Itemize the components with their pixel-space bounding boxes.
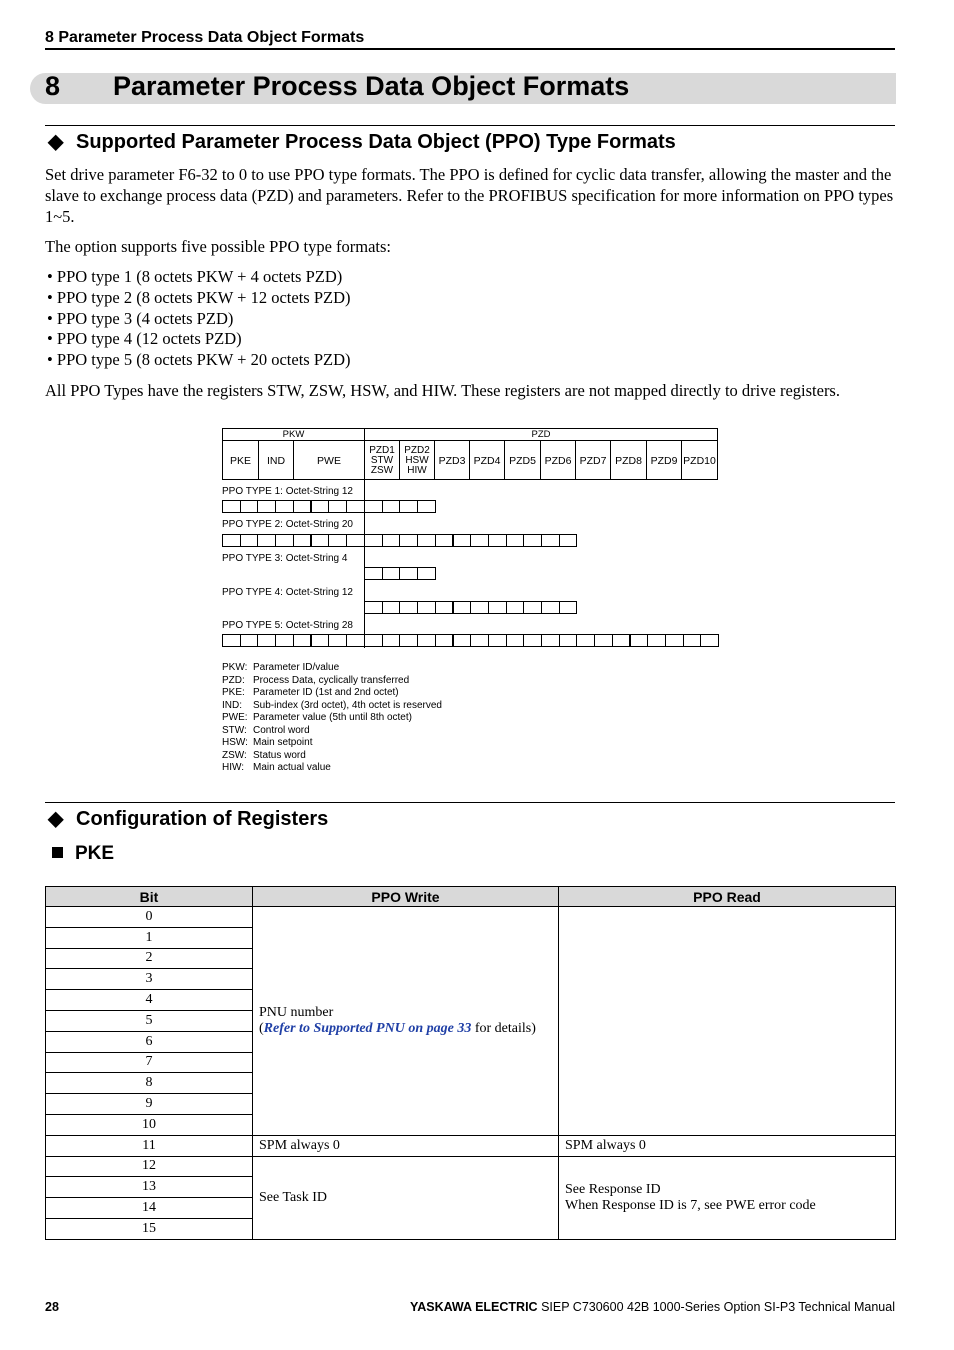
octet-box	[240, 534, 259, 547]
octet-box	[240, 500, 259, 513]
subheading-text: PKE	[75, 843, 115, 864]
bit-cell: 7	[46, 1052, 253, 1073]
pzd6-label: PZD6	[544, 455, 572, 467]
response-line-2: When Response ID is 7, see PWE error code	[565, 1197, 816, 1213]
octet-box	[222, 534, 241, 547]
octet-box	[700, 634, 719, 647]
list-item: • PPO type 2 (8 octets PKW + 12 octets PZD)	[47, 287, 351, 307]
octet-box	[523, 634, 542, 647]
octet-box	[453, 601, 472, 614]
intro-paragraph: Set drive parameter F6-32 to 0 to use PPO type formats. The PPO is defined for cyclic data transfer, allowing the master and the slave to exchange process data (PZD) and parameters. Refer to the PROFIBUS specification for more information on PPO types 1~5.	[45, 165, 894, 226]
pzd8-label: PZD8	[615, 455, 642, 467]
column-header-ppo-read: PPO Read	[559, 887, 896, 907]
octet-box	[257, 634, 276, 647]
pzd4-label: PZD4	[473, 455, 501, 467]
table-header-row	[46, 887, 896, 907]
ppo-read-spm-cell: SPM always 0	[559, 1135, 896, 1156]
table-row	[46, 1156, 896, 1177]
page-number: 28	[45, 1300, 59, 1314]
ppo-type-5-label: PPO TYPE 5: Octet-String 28	[222, 620, 353, 631]
ppo-write-task-cell: See Task ID	[253, 1156, 559, 1239]
chapter-number: 8	[45, 71, 61, 101]
footer-brand: YASKAWA ELECTRIC	[410, 1300, 538, 1314]
octet-box	[523, 601, 542, 614]
pzd-group-label: PZD	[531, 429, 551, 440]
legend-item: PWE: Parameter value (5th until 8th octet)	[222, 712, 412, 723]
octet-box	[328, 634, 347, 647]
formats-paragraph: The option supports five possible PPO type formats:	[45, 237, 392, 256]
octet-box	[470, 634, 489, 647]
octet-box	[382, 500, 401, 513]
pzd1-label	[364, 446, 400, 476]
octet-box	[417, 534, 436, 547]
octet-box	[399, 634, 418, 647]
section-heading-config	[48, 806, 328, 831]
octet-box	[541, 601, 560, 614]
diamond-icon: ◆	[48, 131, 64, 153]
table-row	[46, 907, 896, 928]
octet-box	[364, 634, 383, 647]
chapter-title: Parameter Process Data Object Formats	[113, 71, 630, 101]
octet-box	[364, 601, 383, 614]
bit-cell: 11	[46, 1135, 253, 1156]
bit-cell: 6	[46, 1031, 253, 1052]
stw-name: STW	[370, 455, 394, 466]
pke-label: PKE	[229, 455, 251, 467]
section-heading-text: Supported Parameter Process Data Object (PPO) Type Formats	[76, 131, 676, 153]
octet-box	[435, 634, 454, 647]
bit-cell: 8	[46, 1073, 253, 1094]
ppo-type-3-label: PPO TYPE 3: Octet-String 4	[222, 553, 348, 564]
octet-box	[417, 634, 436, 647]
octet-box	[382, 567, 401, 580]
octet-box	[506, 534, 525, 547]
octet-box	[346, 534, 365, 547]
octet-box	[364, 567, 383, 580]
octet-box	[399, 500, 418, 513]
section-heading-ppo	[48, 129, 676, 154]
octet-box	[275, 534, 294, 547]
list-item: • PPO type 1 (8 octets PKW + 4 octets PZD)	[47, 267, 343, 286]
octet-box	[311, 500, 330, 513]
octet-box	[453, 634, 472, 647]
bit-cell: 1	[46, 927, 253, 948]
section-rule	[45, 125, 895, 126]
octet-box	[311, 534, 330, 547]
pnu-line: PNU number	[259, 1004, 334, 1020]
octet-box	[630, 634, 649, 647]
octet-box	[435, 601, 454, 614]
octet-box	[382, 534, 401, 547]
octet-box	[541, 534, 560, 547]
ind-label: IND	[266, 455, 286, 467]
octet-box	[382, 634, 401, 647]
legend-item: PKE: Parameter ID (1st and 2nd octet)	[222, 687, 399, 698]
bit-cell: 4	[46, 990, 253, 1011]
registers-paragraph: All PPO Types have the registers STW, ZSW, HSW, and HIW. These registers are not mapped directly to drive registers.	[45, 381, 840, 400]
ppo-read-empty-cell	[559, 907, 896, 1136]
octet-box	[364, 500, 383, 513]
bit-cell: 0	[46, 907, 253, 928]
octet-box	[506, 634, 525, 647]
octet-box	[523, 534, 542, 547]
pzd3-label: PZD3	[438, 455, 466, 467]
section-rule	[45, 802, 895, 803]
bit-cell: 12	[46, 1156, 253, 1177]
footer-manual-title	[410, 1300, 895, 1314]
octet-box	[488, 534, 507, 547]
ppo-write-pnu-cell	[253, 907, 559, 1136]
pke-table	[45, 886, 896, 1240]
ppo-write-spm-cell: SPM always 0	[253, 1135, 559, 1156]
octet-box	[364, 534, 383, 547]
square-bullet-icon	[52, 847, 63, 858]
bit-cell: 13	[46, 1177, 253, 1198]
octet-box	[647, 634, 666, 647]
octet-box	[559, 534, 578, 547]
octet-box	[435, 534, 454, 547]
bit-cell: 3	[46, 969, 253, 990]
running-header: 8 Parameter Process Data Object Formats	[45, 29, 365, 46]
octet-box	[399, 534, 418, 547]
octet-box	[346, 500, 365, 513]
pwe-label: PWE	[317, 455, 341, 467]
legend-item: HIW: Main actual value	[222, 762, 331, 773]
column-header-bit: Bit	[46, 887, 253, 907]
octet-box	[612, 634, 631, 647]
octet-box	[470, 534, 489, 547]
legend-item: HSW: Main setpoint	[222, 737, 313, 748]
pzd5-label: PZD5	[509, 455, 536, 467]
pnu-reference-line: (Refer to Supported PNU on page 33 for details)	[259, 1020, 536, 1036]
diamond-icon: ◆	[48, 808, 64, 830]
octet-box	[559, 601, 578, 614]
octet-box	[293, 534, 312, 547]
octet-box	[453, 534, 472, 547]
legend-item: PZD: Process Data, cyclically transferred	[222, 674, 410, 686]
legend-item: PKW: Parameter ID/value	[222, 662, 340, 673]
pzd10-label: PZD10	[683, 455, 716, 467]
octet-box	[541, 634, 560, 647]
bit-cell: 5	[46, 1010, 253, 1031]
octet-box	[293, 634, 312, 647]
octet-box	[382, 601, 401, 614]
octet-box	[683, 634, 702, 647]
octet-box	[240, 634, 259, 647]
octet-box	[665, 634, 684, 647]
subheading-pke	[52, 843, 114, 865]
pzd1-name: PZD1	[369, 445, 395, 456]
bit-cell: 9	[46, 1094, 253, 1115]
octet-box	[576, 634, 595, 647]
diagram-legend	[222, 662, 442, 775]
octet-box	[488, 634, 507, 647]
zsw-name: ZSW	[370, 465, 394, 476]
octet-box	[257, 534, 276, 547]
header-rule	[45, 48, 895, 50]
octet-box	[222, 500, 241, 513]
table-row	[46, 1135, 896, 1156]
octet-box	[275, 500, 294, 513]
pzd2-label	[399, 446, 435, 476]
pkw-group-label: PKW	[282, 429, 305, 440]
bit-cell: 15	[46, 1218, 253, 1239]
octet-box	[399, 567, 418, 580]
octet-box	[417, 601, 436, 614]
list-item: • PPO type 5 (8 octets PKW + 20 octets PZD)	[47, 350, 351, 370]
pzd9-label: PZD9	[650, 455, 678, 467]
legend-item: STW: Control word	[222, 724, 310, 736]
bit-cell: 10	[46, 1114, 253, 1135]
octet-box	[328, 534, 347, 547]
ppo-type-4-label: PPO TYPE 4: Octet-String 12	[222, 587, 353, 598]
octet-box	[488, 601, 507, 614]
octet-box	[257, 500, 276, 513]
response-line-1: See Response ID	[565, 1181, 661, 1197]
bit-cell: 2	[46, 948, 253, 969]
bit-cell: 14	[46, 1198, 253, 1219]
pzd7-label: PZD7	[579, 455, 607, 467]
legend-item: IND: Sub-index (3rd octet), 4th octet is reserved	[222, 699, 442, 711]
octet-box	[293, 500, 312, 513]
octet-box	[417, 500, 436, 513]
octet-box	[275, 634, 294, 647]
octet-box	[470, 601, 489, 614]
list-item: • PPO type 4 (12 octets PZD)	[47, 329, 242, 349]
list-item: • PPO type 3 (4 octets PZD)	[47, 308, 234, 328]
ppo-type-2-label: PPO TYPE 2: Octet-String 20	[222, 519, 353, 530]
column-header-ppo-write: PPO Write	[253, 887, 559, 907]
footer-manual: SIEP C730600 42B 1000-Series Option SI-P3 Technical Manual	[537, 1300, 895, 1314]
hiw-name: HIW	[407, 465, 427, 476]
octet-box	[559, 634, 578, 647]
pzd2-name: PZD2	[404, 445, 430, 456]
octet-box	[399, 601, 418, 614]
octet-box	[311, 634, 330, 647]
octet-box	[506, 601, 525, 614]
hsw-name: HSW	[405, 455, 429, 466]
octet-box	[594, 634, 613, 647]
ppo-type-1-label: PPO TYPE 1: Octet-String 12	[222, 486, 353, 497]
octet-box	[222, 634, 241, 647]
octet-box	[346, 634, 365, 647]
octet-box	[417, 567, 436, 580]
legend-item: ZSW: Status word	[222, 749, 306, 761]
pnu-page-link[interactable]: Refer to Supported PNU on page 33	[263, 1020, 472, 1036]
ppo-type-list	[47, 267, 351, 371]
octet-box	[328, 500, 347, 513]
section-heading-text: Configuration of Registers	[76, 808, 329, 830]
ppo-read-response-cell	[559, 1156, 896, 1239]
